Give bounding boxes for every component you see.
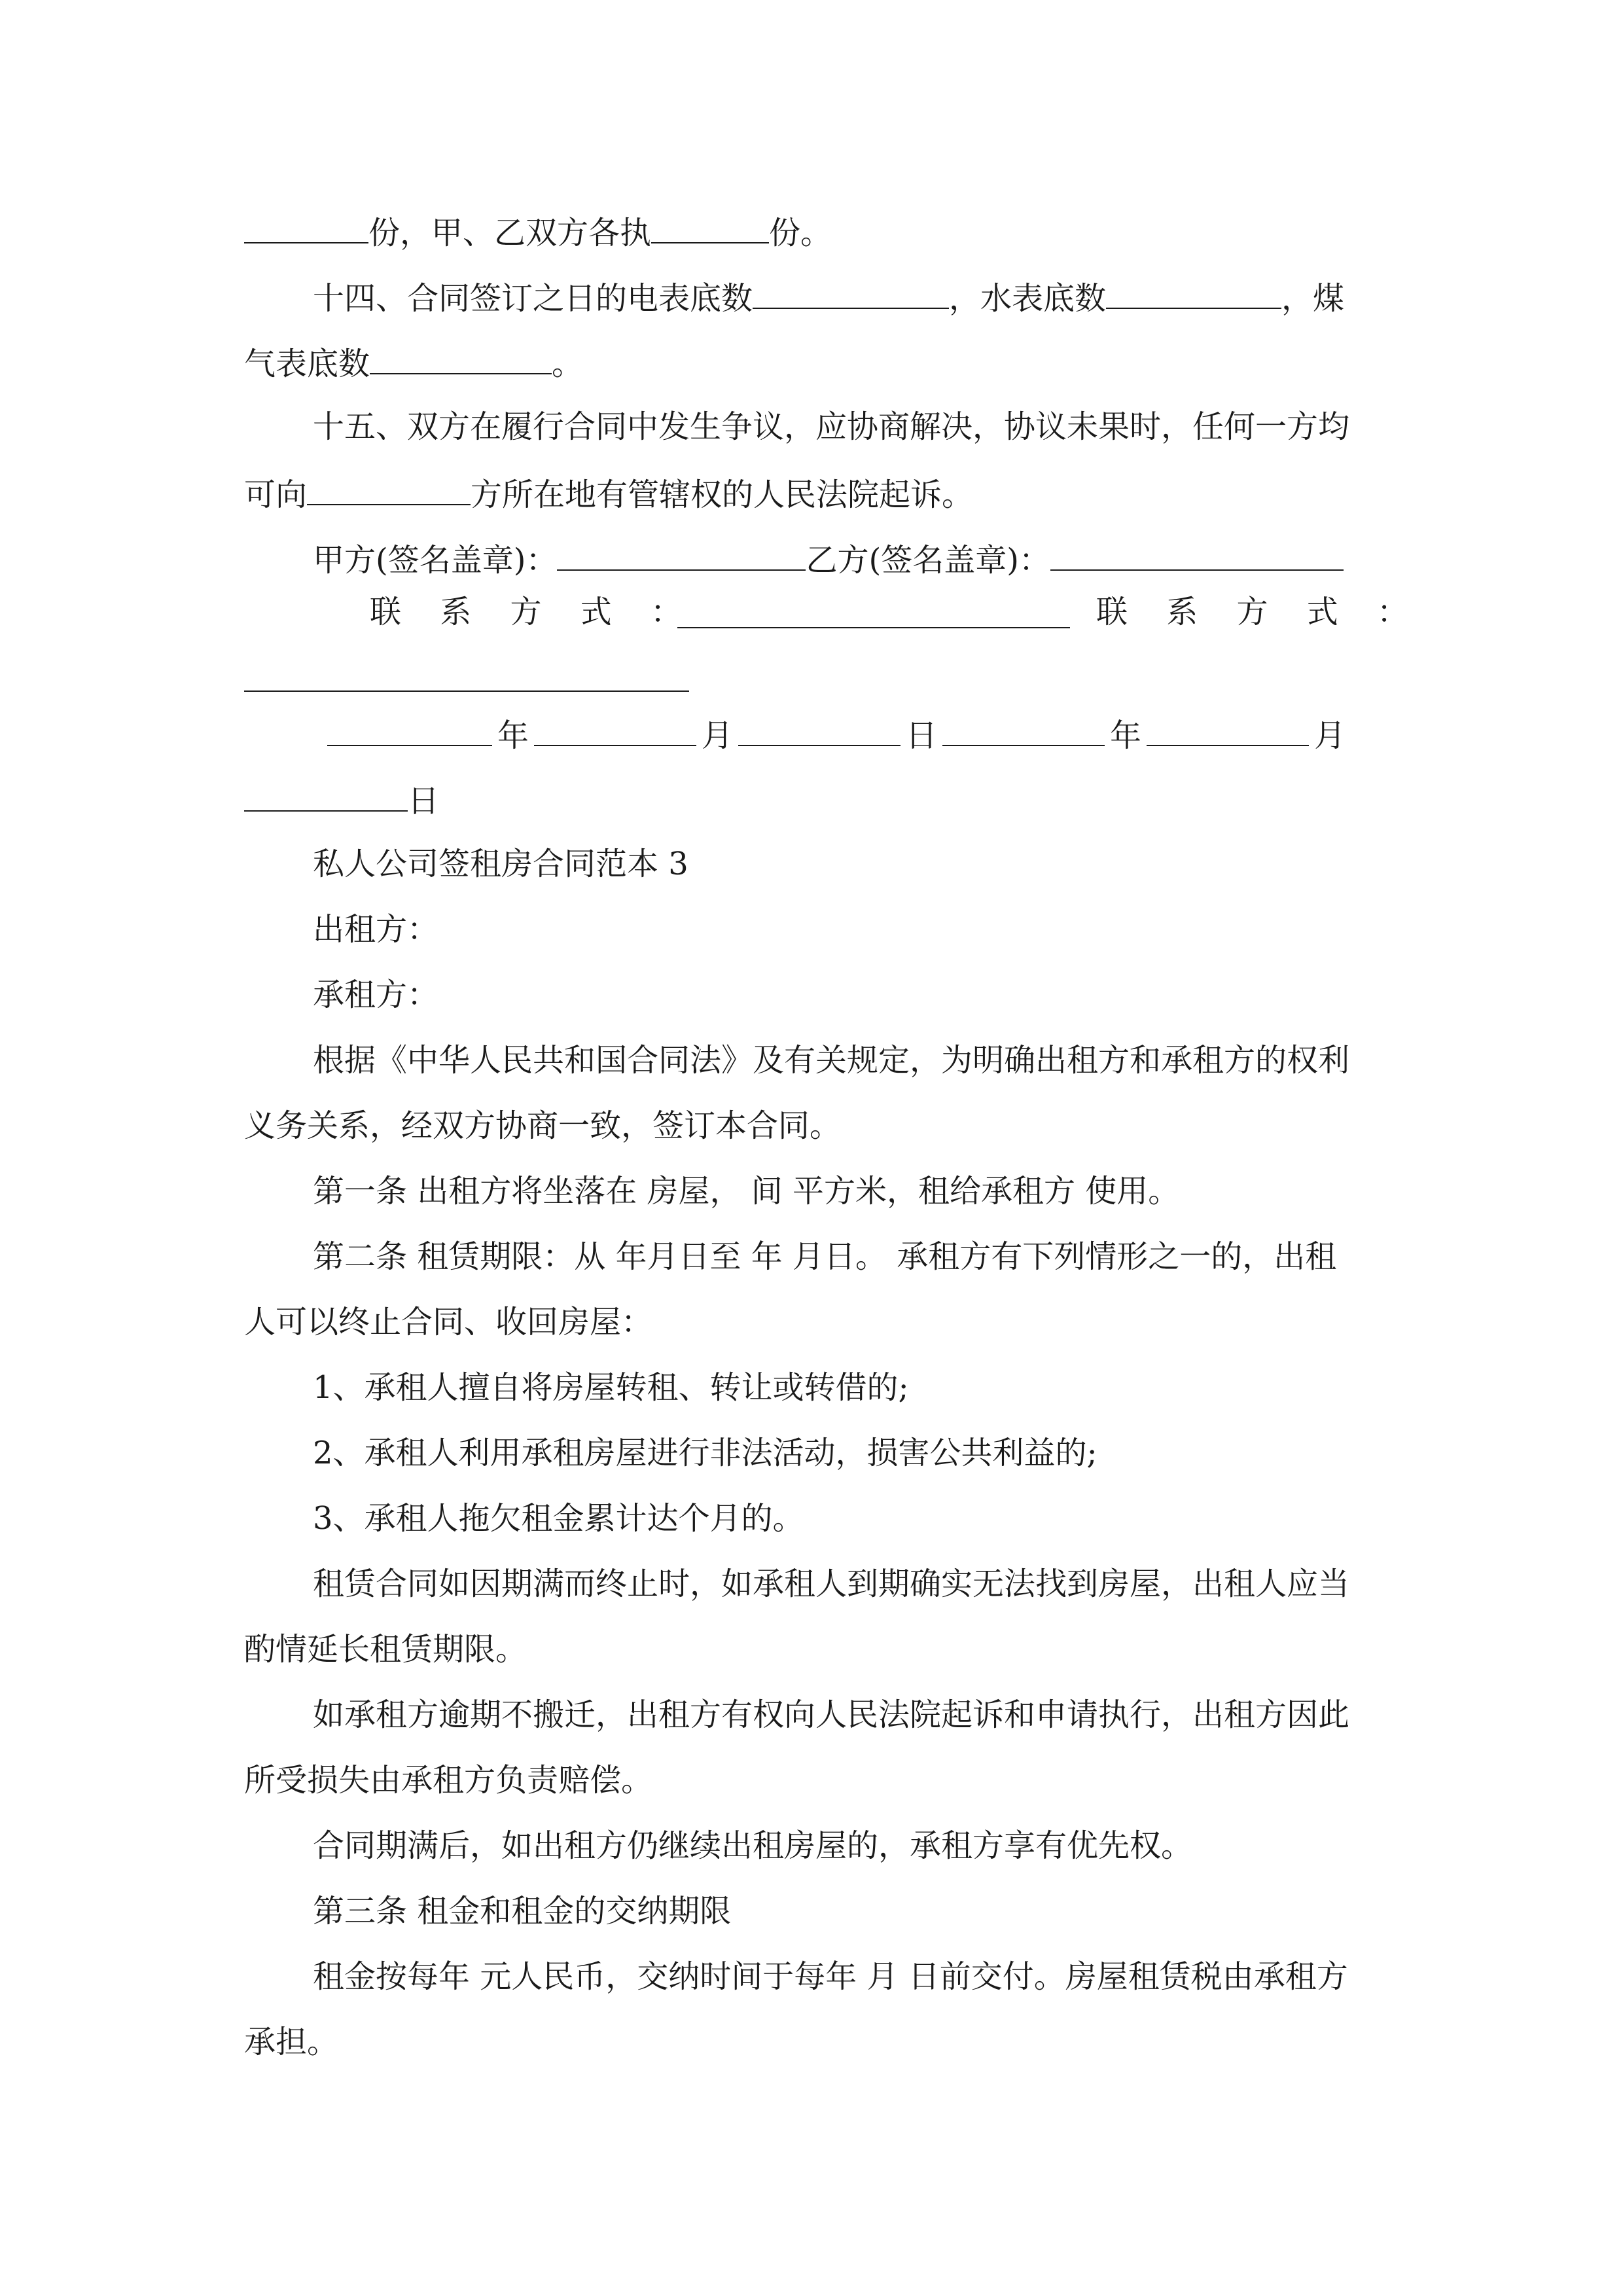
blank-field <box>557 538 806 571</box>
paragraph-line: 人可以终止合同、收回房屋： <box>244 1304 653 1340</box>
blank-field <box>244 691 689 692</box>
list-item: 2、承租人利用承租房屋进行非法活动，损害公共利益的; <box>313 1435 1097 1471</box>
blank-field <box>942 713 1105 746</box>
year-label: 年 <box>1110 717 1142 754</box>
blank-field <box>244 779 408 812</box>
gas-meter-text-start: ，煤 <box>1281 280 1345 317</box>
copies-end-text: 份。 <box>769 215 832 251</box>
paragraph-line: 合同期满后，如出租方仍继续出租房屋的，承租方享有优先权。 <box>313 1827 1193 1864</box>
paragraph-line: 所受损失由承租方负责赔偿。 <box>244 1762 653 1799</box>
blank-field <box>327 713 492 746</box>
contact-label-a: 联 系 方 式 ： <box>370 594 697 630</box>
blank-field <box>1106 276 1281 309</box>
paragraph-line: 承担。 <box>244 2024 339 2060</box>
paragraph-line: 义务关系，经双方协商一致，签订本合同。 <box>244 1107 842 1144</box>
list-item: 3、承租人拖欠租金累计达个月的。 <box>313 1500 804 1537</box>
paragraph-line: 如承租方逾期不搬迁，出租方有权向人民法院起诉和申请执行，出租方因此 <box>313 1696 1350 1733</box>
water-meter-text: ，水表底数 <box>949 280 1107 317</box>
blank-field <box>651 211 769 243</box>
line-day <box>244 779 439 821</box>
blank-field <box>307 473 471 505</box>
blank-field <box>753 276 949 309</box>
blank-field <box>738 713 901 746</box>
party-a-signature-label: 甲方(签名盖章)： <box>313 542 558 579</box>
line-court <box>244 473 973 514</box>
contact-label-b: 联 系 方 式 ： <box>1096 594 1423 630</box>
blank-field <box>1147 713 1309 746</box>
article-one: 第一条 出租方将坐落在 房屋， 间 平方米，租给承租方 使用。 <box>313 1173 1180 1210</box>
court-text-start: 可向 <box>244 476 308 513</box>
lessee-label: 承租方： <box>313 977 439 1013</box>
lessor-label: 出租方： <box>313 911 439 948</box>
paragraph-line: 租金按每年 元人民币，交纳时间于每年 月 日前交付。房屋租赁税由承租方 <box>313 1958 1348 1995</box>
article-two: 第二条 租赁期限：从 年月日至 年 月日。 承租方有下列情形之一的，出租 <box>313 1238 1337 1275</box>
line-copies <box>244 211 832 253</box>
electric-meter-text: 十四、合同签订之日的电表底数 <box>313 280 753 317</box>
day-label: 日 <box>906 717 938 754</box>
paragraph-line: 酌情延长租赁期限。 <box>244 1631 527 1668</box>
year-label: 年 <box>497 717 529 754</box>
paragraph-line: 租赁合同如因期满而终止时，如承租人到期确实无法找到房屋，出租人应当 <box>313 1566 1350 1602</box>
line-dates <box>327 713 1351 755</box>
article-three: 第三条 租金和租金的交纳期限 <box>313 1893 732 1929</box>
line-meter-readings <box>313 276 1344 318</box>
blank-field <box>370 342 552 374</box>
paragraph-line: 根据《中华人民共和国合同法》及有关规定，为明确出租方和承租方的权利 <box>313 1042 1350 1079</box>
clause-fifteen: 十五、双方在履行合同中发生争议，应协商解决，协议未果时，任何一方均 <box>313 408 1350 445</box>
blank-field <box>1050 538 1344 571</box>
copies-text: 份，甲、乙双方各执 <box>368 215 652 251</box>
blank-field <box>677 627 1070 628</box>
gas-meter-text: 气表底数 <box>244 346 370 382</box>
line-gas-meter <box>244 342 583 384</box>
list-item: 1、承租人擅自将房屋转租、转让或转借的; <box>313 1369 909 1406</box>
court-text: 方所在地有管辖权的人民法院起诉。 <box>471 476 974 513</box>
month-label: 月 <box>1314 717 1346 754</box>
section-title: 私人公司签租房合同范本 3 <box>313 846 688 882</box>
gas-meter-end: 。 <box>552 346 584 382</box>
line-signatures <box>313 538 1344 580</box>
blank-field <box>534 713 696 746</box>
party-b-signature-label: 乙方(签名盖章)： <box>806 542 1050 579</box>
day-label: 日 <box>408 783 440 819</box>
month-label: 月 <box>702 717 734 754</box>
blank-field <box>244 211 368 243</box>
